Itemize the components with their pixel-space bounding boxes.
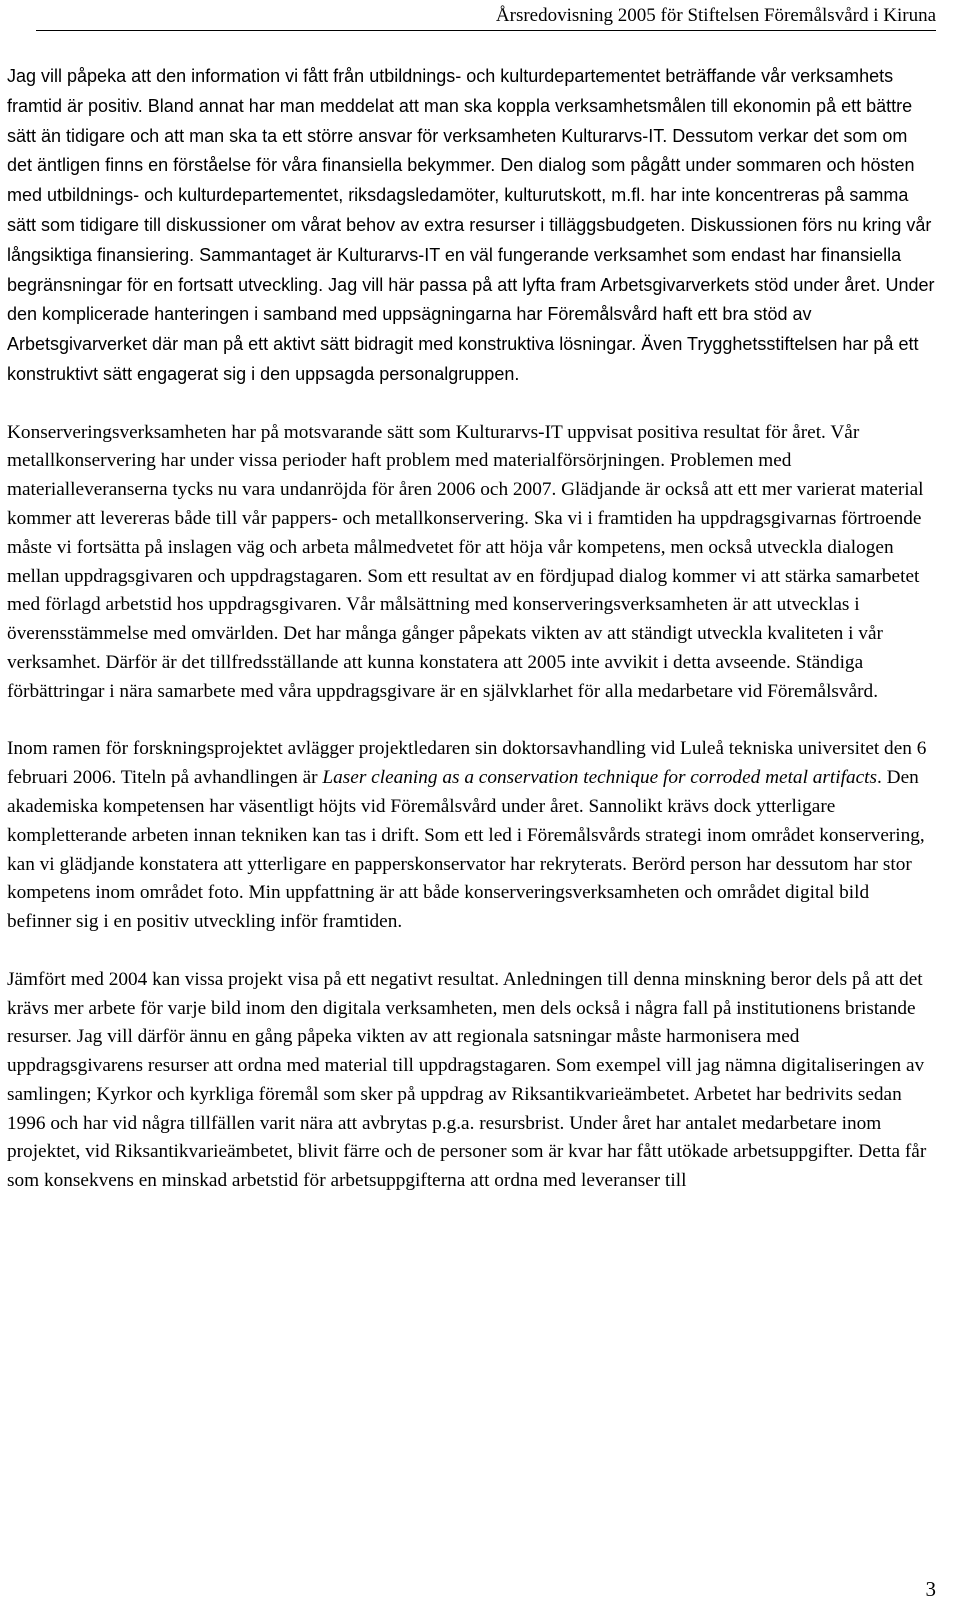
- running-header: [36, 2, 936, 31]
- paragraph-1: [7, 62, 937, 390]
- paragraph-3: [7, 735, 937, 937]
- running-header-title: Årsredovisning 2005 för Stiftelsen Föremålsvård i Kiruna: [495, 5, 936, 26]
- paragraph-4-text: Jämfört med 2004 kan vissa projekt visa på ett negativt resultat. Anledningen till denna minskning beror dels på att det krävs mer arbete för varje bild inom den digitala verksamheten, men dels också i några fall på institutionens bristande resurser. Jag vill därför ännu en gång påpeka vikten av att regionala satsningar måste harmonisera med uppdragsgivarens resurser att ordna med material till uppdragstagaren. Som exempel vill jag nämna digitaliseringen av samlingen; Kyrkor och kyrkliga föremål som sker på uppdrag av Riksantikvarieämbetet. Arbetet har bedrivits sedan 1996 och har vid några tillfällen varit nära att avbrytas p.g.a. resursbrist. Under året har antalet medarbetare inom projektet, vid Riksantikvarieämbetet, blivit färre och de personer som är kvar har fått utökade arbetsuppgifter. Detta får som konsekvens en minskad arbetstid för arbetsuppgifterna att ordna med leveranser till: [7, 968, 927, 1192]
- paragraph-1-text: Jag vill påpeka att den information vi fått från utbildnings- och kulturdepartementet beträffande vår verksamhets framtid är positiv. Bland annat har man meddelat att man ska koppla verksamhetsmålen till ekonomin på ett bättre sätt än tidigare och att man ska ta ett större ansvar för verksamheten Kulturarvs-IT. Dessutom verkar det som om det äntligen finns en förståelse för våra finansiella bekymmer. Den dialog som pågått under sommaren och hösten med utbildnings- och kulturdepartementet, riksdagsledamöter, kulturutskott, m.fl. har inte koncentreras på samma sätt som tidigare till diskussioner om vårat behov av extra resurser i tilläggsbudgeten. Diskussionen förs nu kring vår långsiktiga finansiering. Sammantaget är Kulturarvs-IT en väl fungerande verksamhet som endast har finansiella begränsningar för en fortsatt utveckling. Jag vill här passa på att lyfta fram Arbetsgivarverkets stöd under året. Under den komplicerade hanteringen i samband med uppsägningarna har Föremålsvård haft ett bra stöd av Arbetsgivarverket där man på ett aktivt sätt bidragit med konstruktiva lösningar. Även Trygghetsstiftelsen har på ett konstruktivt sätt engagerat sig i den uppsagda personalgruppen.: [7, 66, 935, 384]
- paragraph-4: [7, 966, 937, 1196]
- paragraph-3-text-after-title: . Den akademiska kompetensen har väsentligt höjts vid Föremålsvård under året. Sannolikt krävs dock ytterligare kompletterande arbeten innan tekniken kan tas i drift. Som ett led i Föremålsvårds strategi inom området konservering, kan vi glädjande konstatera att ytterligare en papperskonservator har rekryterats. Berörd person har dessutom har stor kompetens inom området foto. Min uppfattning är att både konserveringsverksamheten och området digital bild befinner sig i en positiv utveckling inför framtiden.: [7, 767, 925, 933]
- body-text: [7, 62, 937, 1196]
- dissertation-title: Laser cleaning as a conservation technique for corroded metal artifacts: [322, 767, 878, 789]
- paragraph-3-text-before-title: Inom ramen för forskningsprojektet avlägger projektledaren sin doktorsavhandling vid Luleå tekniska universitet den 6 februari 2006. Titeln på avhandlingen är: [7, 738, 927, 789]
- paragraph-2: [7, 419, 937, 707]
- paragraph-2-text: Konserveringsverksamheten har på motsvarande sätt som Kulturarvs-IT uppvisat positiva resultat för året. Vår metallkonservering har under vissa perioder haft problem med materialförsörjningen. Problemen med materialleveranserna tycks nu vara undanröjda för åren 2006 och 2007. Glädjande är också att ett mer varierat material kommer att levereras både till vår pappers- och metallkonservering. Ska vi i framtiden ha uppdragsgivarnas förtroende måste vi fortsätta på inslagen väg och arbeta målmedvetet för att höja vår kompetens, men också utveckla dialogen mellan uppdragsgivaren och uppdragstagaren. Som ett resultat av en fördjupad dialog kommer vi att stärka samarbetet med förlagd arbetstid hos uppdragsgivaren. Vår målsättning med konserveringsverksamheten är att utvecklas i överensstämmelse med omvärlden. Det har många gånger påpekats vikten av att ständigt utveckla kvaliteten i vår verksamhet. Därför är det tillfredsställande att kunna konstatera att 2005 inte avvikit i detta avseende. Ständiga förbättringar i nära samarbete med våra uppdragsgivare är en självklarhet för alla medarbetare vid Föremålsvård.: [7, 421, 924, 702]
- page-number: 3: [925, 1577, 936, 1601]
